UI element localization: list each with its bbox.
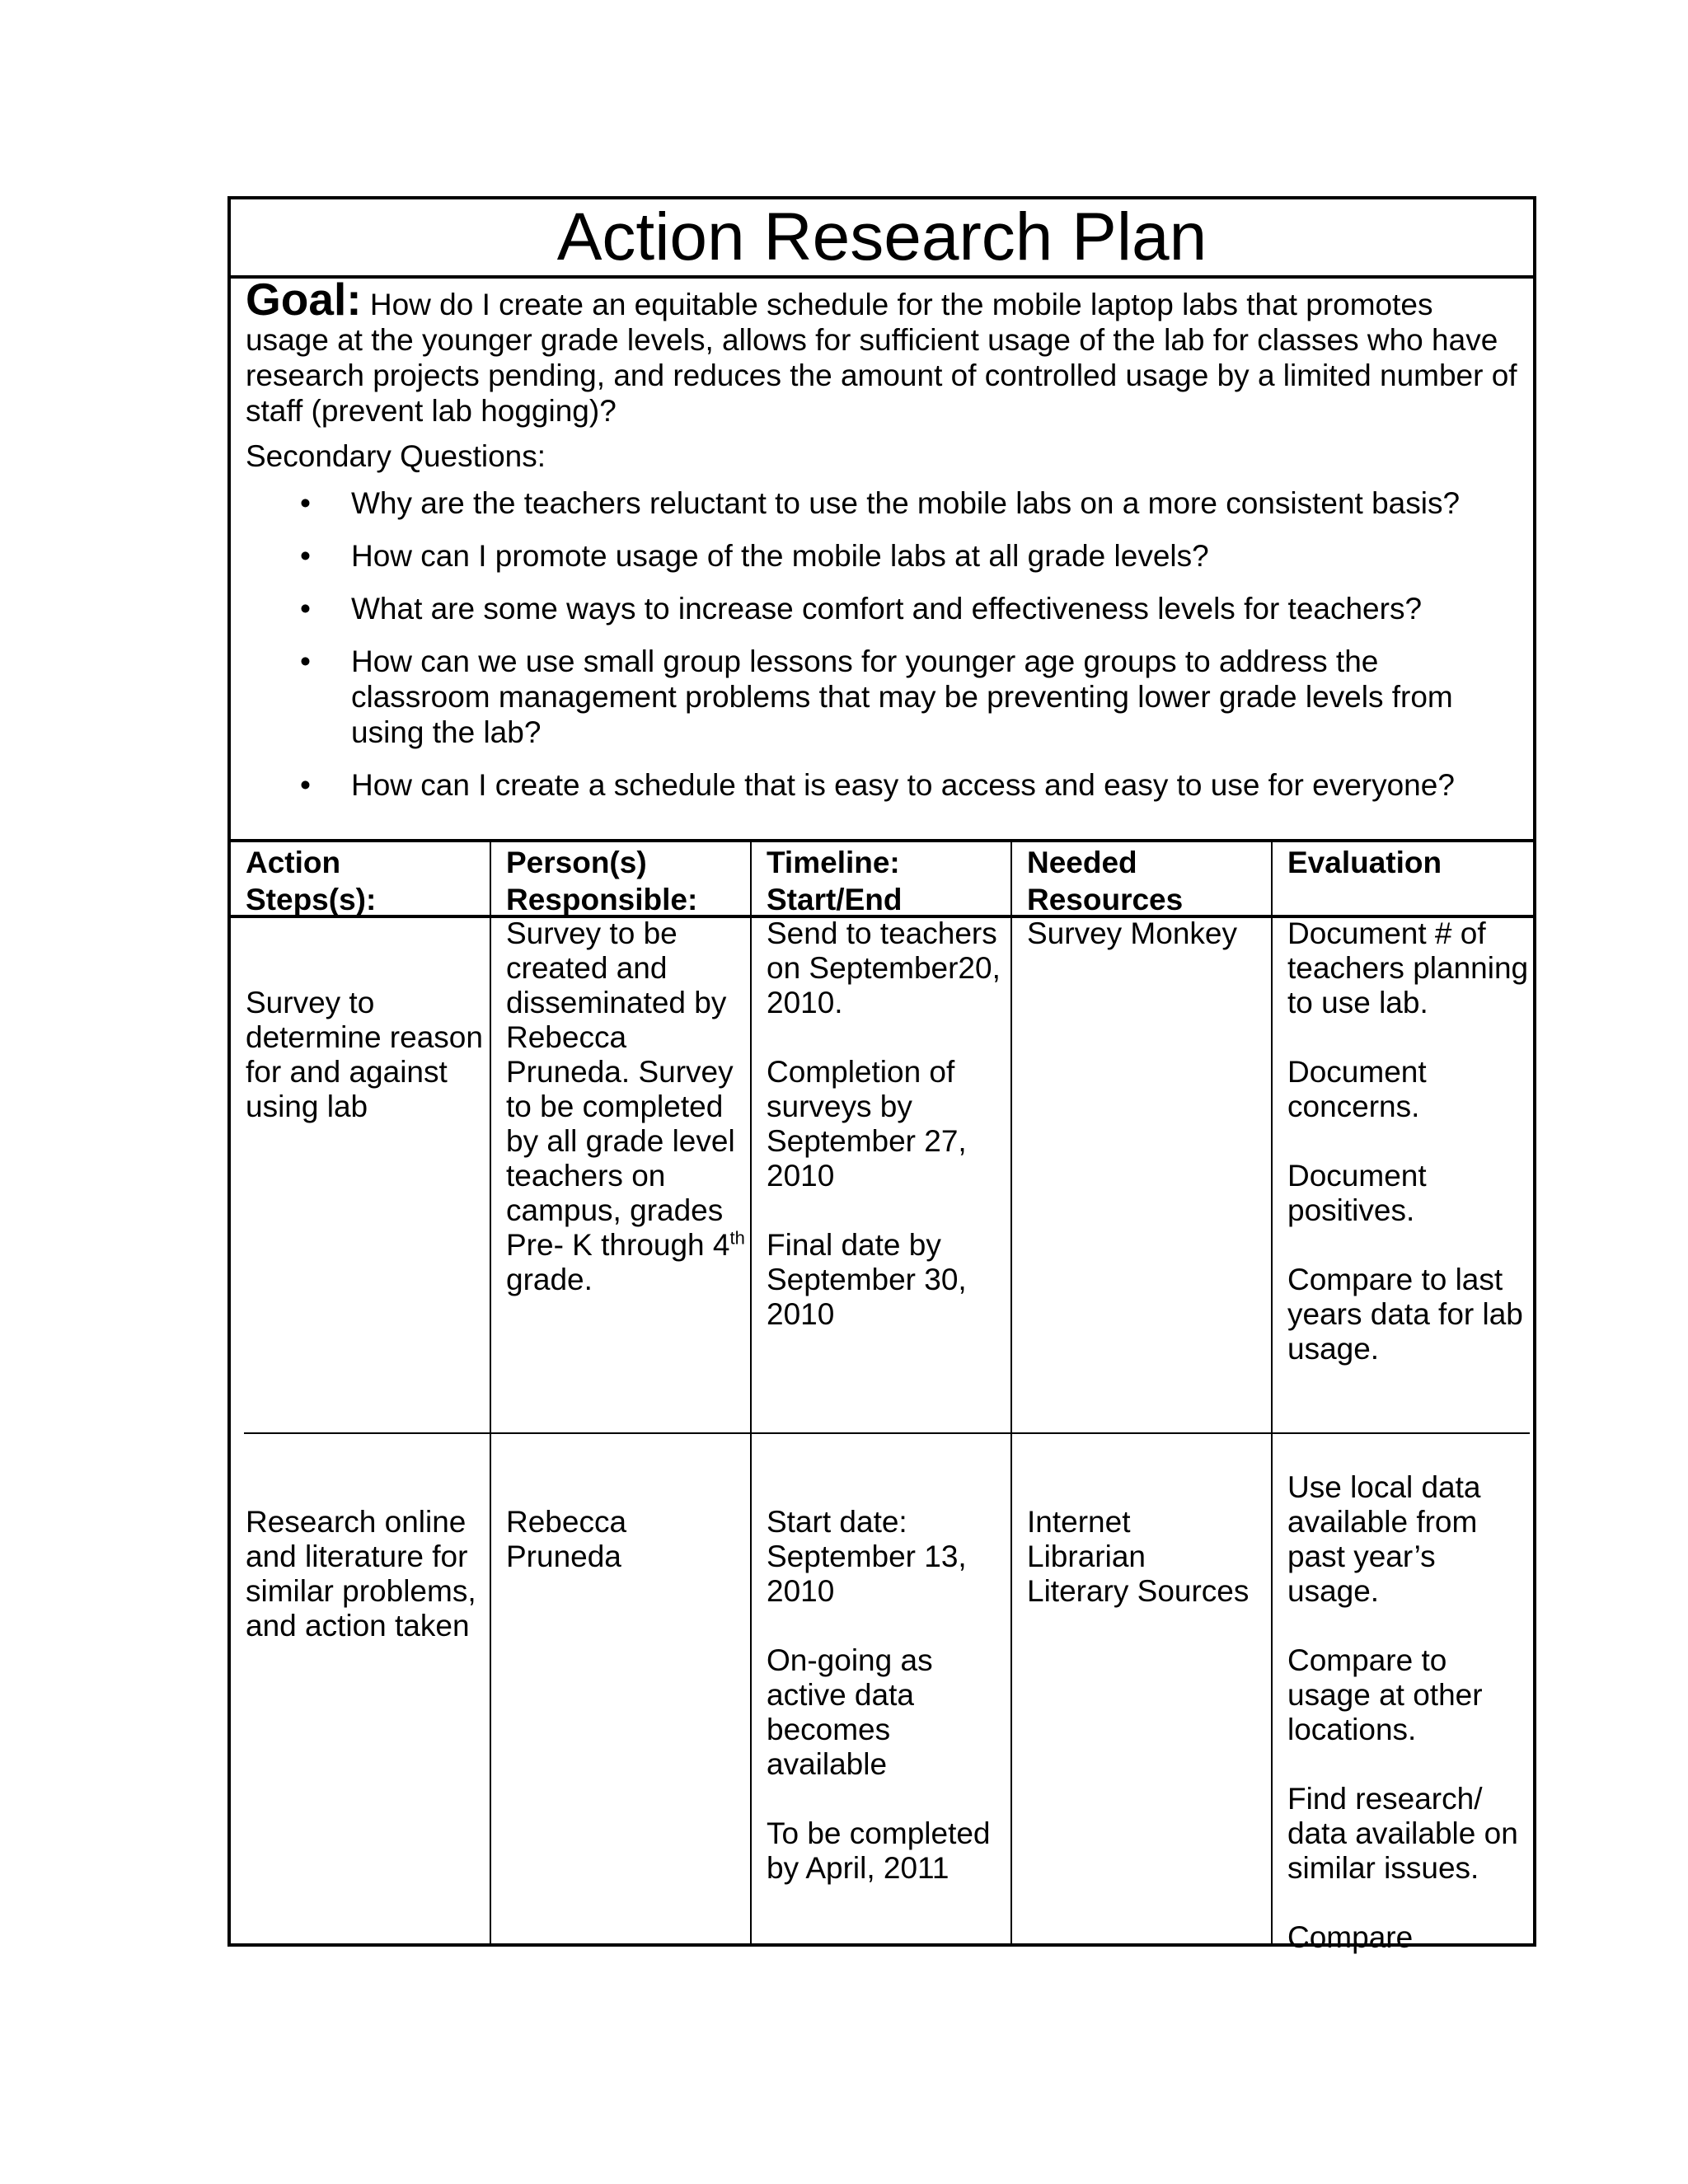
row1-person-responsible (506, 916, 750, 1297)
row1-resources: Survey Monkey (1027, 916, 1237, 950)
column-divider (490, 841, 491, 1943)
column-divider (1271, 841, 1273, 1943)
header-line: Action (246, 846, 341, 879)
resource-item: Internet (1027, 1505, 1131, 1539)
header-line: Timeline: (767, 846, 900, 879)
header-line: Start/End (767, 883, 903, 916)
list-item: • Why are the teachers reluctant to use the mobile labs on a more consistent basis? (351, 485, 1518, 521)
timeline-entry: Start date: September 13, 2010 (767, 1505, 967, 1608)
row1-person-text: Survey to be created and disseminated by Rebecca Pruneda. Survey to be completed by all grade level teachers on campus, grades Pre- K through 4 (506, 916, 735, 1262)
page-title: Action Research Plan (231, 199, 1533, 279)
header-persons-responsible (506, 844, 745, 918)
list-item: • How can we use small group lessons for younger age groups to address the classroom management problems that may be preventing lower grade levels from using the lab? (351, 644, 1518, 750)
goal-label: Goal: (246, 274, 362, 325)
row2-action-step: Research online and literature for similar problems, and action taken (246, 1505, 476, 1643)
evaluation-entry: Document positives. (1287, 1159, 1427, 1227)
header-line: Steps(s): (246, 883, 377, 916)
column-divider (1010, 841, 1012, 1943)
goal-text: How do I create an equitable schedule for the mobile laptop labs that promotes usage at the younger grade levels, allows for sufficient usage of the lab for classes who have research projects pending, and reduces the amount of controlled usage by a limited number of staff (prevent lab hogging)? (246, 288, 1517, 428)
header-line: Responsible: (506, 883, 698, 916)
header-action-steps (246, 844, 485, 918)
row2-evaluation (1287, 1470, 1526, 1955)
header-needed-resources (1027, 844, 1266, 918)
action-research-plan-form (227, 196, 1536, 1954)
row1-timeline (767, 916, 1007, 1332)
evaluation-entry: Document concerns. (1287, 1055, 1427, 1123)
list-item: • How can I create a schedule that is easy to access and easy to use for everyone? (351, 767, 1518, 803)
resource-item: Librarian (1027, 1540, 1146, 1573)
timeline-entry: To be completed by April, 2011 (767, 1816, 991, 1885)
row2-resources (1027, 1505, 1268, 1609)
header-line: Person(s) (506, 846, 647, 879)
row2-person-responsible: Rebecca Pruneda (506, 1505, 627, 1573)
secondary-questions-heading: Secondary Questions: (246, 439, 546, 473)
goal-paragraph (246, 274, 1518, 429)
evaluation-entry: Compare to usage at other locations. (1287, 1643, 1483, 1746)
column-divider (750, 841, 752, 1943)
table-top-border (231, 839, 1533, 842)
header-line: Evaluation (1287, 846, 1442, 879)
header-line: Resources (1027, 883, 1184, 916)
timeline-entry: On-going as active data becomes available (767, 1643, 933, 1781)
list-item: • How can I promote usage of the mobile labs at all grade levels? (351, 538, 1518, 574)
header-line: Needed (1027, 846, 1137, 879)
table-row-divider (244, 1432, 1530, 1434)
header-timeline (767, 844, 1006, 918)
timeline-entry: Completion of surveys by September 27, 2010 (767, 1055, 967, 1193)
evaluation-entry: Use local data available from past year’s usage. (1287, 1470, 1481, 1608)
row1-action-step: Survey to determine reason for and against using lab (246, 986, 483, 1123)
row2-timeline (767, 1505, 1007, 1886)
ordinal-suffix: th (729, 1227, 745, 1249)
evaluation-entry: Document # of teachers planning to use lab. (1287, 916, 1529, 1019)
evaluation-entry: Find research/ data available on similar issues. (1287, 1782, 1518, 1885)
goal-section (246, 274, 1518, 820)
list-item: • What are some ways to increase comfort and effectiveness levels for teachers? (351, 591, 1518, 626)
evaluation-entry: Compare to last years data for lab usage. (1287, 1263, 1523, 1366)
resource-item: Literary Sources (1027, 1574, 1250, 1608)
timeline-entry: Final date by September 30, 2010 (767, 1228, 967, 1331)
header-evaluation (1287, 844, 1526, 881)
row1-person-text-end: grade. (506, 1263, 593, 1296)
secondary-questions-list (246, 485, 1518, 803)
timeline-entry: Send to teachers on September20, 2010. (767, 916, 1001, 1019)
evaluation-entry: Compare (1287, 1920, 1414, 1954)
row1-evaluation (1287, 916, 1531, 1366)
